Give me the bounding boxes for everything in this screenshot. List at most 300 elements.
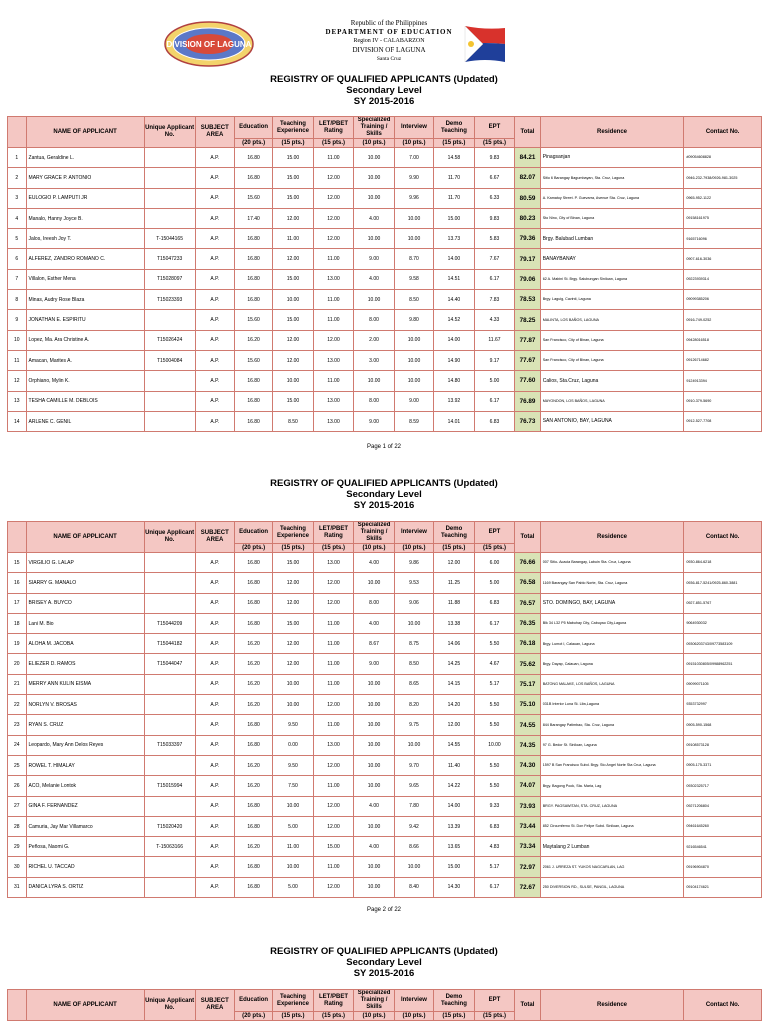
applicant-id: T-15044165	[144, 229, 195, 249]
applicant-name: Villalon, Esther Mena	[26, 269, 144, 289]
subject-area: A.P.	[195, 573, 234, 593]
interview-score: 10.00	[394, 857, 433, 877]
republic-line: Republic of the Philippines	[350, 19, 428, 27]
education-score: 16.20	[234, 755, 272, 775]
let-score: 12.00	[313, 816, 354, 836]
let-score: 11.00	[313, 634, 354, 654]
row-number: 9	[8, 310, 27, 330]
residence: Brgy. Balubad Lumban	[540, 229, 684, 249]
residence: Brgy. Dayap, Calauan, Laguna	[540, 654, 684, 674]
let-score: 12.00	[313, 330, 354, 350]
col-points-ept: (15 pts.)	[474, 139, 515, 148]
ept-score: 6.83	[474, 816, 515, 836]
let-score: 11.00	[313, 674, 354, 694]
training-score: 10.00	[354, 877, 395, 897]
applicant-id	[144, 553, 195, 573]
total-score: 79.06	[515, 269, 540, 289]
demo-score: 11.70	[434, 168, 475, 188]
let-score: 12.00	[313, 695, 354, 715]
residence: MAYONDON, LOS BAÑOS, LAGUNA	[540, 391, 684, 411]
residence: BANAYBANAY	[540, 249, 684, 269]
total-score: 80.23	[515, 208, 540, 228]
row-number: 13	[8, 391, 27, 411]
col-header-education: Education	[234, 990, 272, 1012]
teaching-score: 12.00	[273, 208, 314, 228]
row-number: 28	[8, 816, 27, 836]
residence: Brgy. Lumot I, Calauan, Laguna	[540, 634, 684, 654]
education-score: 16.80	[234, 857, 272, 877]
applicant-id: T15015994	[144, 776, 195, 796]
demo-score: 14.22	[434, 776, 475, 796]
demo-score: 11.40	[434, 755, 475, 775]
applicant-id: T15044182	[144, 634, 195, 654]
training-score: 10.00	[354, 755, 395, 775]
ept-score: 11.67	[474, 330, 515, 350]
let-score: 11.00	[313, 371, 354, 391]
page-footer: Page 2 of 22	[366, 907, 402, 913]
title-line-2: Secondary Level	[346, 957, 422, 968]
training-score: 4.00	[354, 208, 395, 228]
total-score: 75.10	[515, 695, 540, 715]
applicant-name: RYAN S. CRUZ	[26, 715, 144, 735]
applicant-id	[144, 573, 195, 593]
table-row	[8, 310, 762, 330]
interview-score: 9.53	[394, 573, 433, 593]
col-points-interview: (10 pts.)	[394, 544, 433, 553]
contact-number: 09099385206	[684, 290, 762, 310]
table-row	[8, 593, 762, 613]
total-score: 82.07	[515, 168, 540, 188]
training-score: 10.00	[354, 674, 395, 694]
contact-number: 9124913394	[684, 371, 762, 391]
residence: Brgy. Bagong Pook, Sta. Maria, Lag	[540, 776, 684, 796]
title-line-2: Secondary Level	[346, 489, 422, 500]
registry-title	[0, 946, 768, 979]
deped-seal-logo	[163, 20, 255, 68]
col-points-let: (15 pts.)	[313, 139, 354, 148]
title-line-3: SY 2015-2016	[353, 500, 415, 511]
training-score: 8.67	[354, 634, 395, 654]
subject-area: A.P.	[195, 229, 234, 249]
total-score: 77.60	[515, 371, 540, 391]
demo-score: 14.00	[434, 330, 475, 350]
interview-score: 8.50	[394, 290, 433, 310]
residence: Calios, Sta.Cruz, Laguna	[540, 371, 684, 391]
col-header-subject: SUBJECT AREA	[195, 522, 234, 553]
teaching-score: 12.00	[273, 330, 314, 350]
col-header-teaching: Teaching Experience	[273, 522, 314, 544]
demo-score: 14.80	[434, 371, 475, 391]
table-row	[8, 330, 762, 350]
teaching-score: 0.00	[273, 735, 314, 755]
education-score: 16.80	[234, 796, 272, 816]
teaching-score: 9.50	[273, 755, 314, 775]
applicant-id	[144, 371, 195, 391]
col-points-demo: (15 pts.)	[434, 139, 475, 148]
table-row	[8, 755, 762, 775]
applicant-id	[144, 877, 195, 897]
contact-number: 0965-952-1122	[684, 188, 762, 208]
interview-score: 8.66	[394, 837, 433, 857]
subject-area: A.P.	[195, 188, 234, 208]
training-score: 8.00	[354, 391, 395, 411]
teaching-score: 8.50	[273, 411, 314, 431]
interview-score: 10.00	[394, 613, 433, 633]
col-points-demo: (15 pts.)	[434, 544, 475, 553]
residence: Pinagsanjan	[540, 148, 684, 168]
col-header-applicant-no: Unique Applicant No.	[144, 990, 195, 1021]
title-line-2: Secondary Level	[346, 85, 422, 96]
demo-score: 11.70	[434, 188, 475, 208]
let-score: 11.00	[313, 148, 354, 168]
education-score: 16.80	[234, 411, 272, 431]
total-score: 78.53	[515, 290, 540, 310]
applicant-name: GINA F. FERNANDEZ	[26, 796, 144, 816]
philippine-flag-icon	[463, 22, 507, 66]
subject-area: A.P.	[195, 350, 234, 370]
col-header-applicant-no: Unique Applicant No.	[144, 522, 195, 553]
col-header-demo: Demo Teaching	[434, 990, 475, 1012]
table-row	[8, 816, 762, 836]
subject-area: A.P.	[195, 613, 234, 633]
total-score: 73.93	[515, 796, 540, 816]
table-row	[8, 695, 762, 715]
col-header-teaching: Teaching Experience	[273, 117, 314, 139]
training-score: 4.00	[354, 553, 395, 573]
col-points-training: (10 pts.)	[354, 544, 395, 553]
residence: 1169 Barangay San Pablo Norte, Sta. Cruz, Laguna	[540, 573, 684, 593]
residence: A. Kamatoy Street. P. Guevarra, Avenue Sta. Cruz, Laguna	[540, 188, 684, 208]
total-score: 79.36	[515, 229, 540, 249]
contact-number: 09151030805/09988962251	[684, 654, 762, 674]
teaching-score: 10.00	[273, 290, 314, 310]
total-score: 76.66	[515, 553, 540, 573]
demo-score: 13.39	[434, 816, 475, 836]
contact-number: 9165716096	[684, 229, 762, 249]
registry-title	[0, 478, 768, 511]
ept-score: 6.17	[474, 613, 515, 633]
table-row	[8, 857, 762, 877]
interview-score: 8.20	[394, 695, 433, 715]
interview-score: 10.00	[394, 208, 433, 228]
col-header-contact: Contact No.	[684, 990, 762, 1021]
ept-score: 5.17	[474, 857, 515, 877]
demo-score: 15.00	[434, 857, 475, 877]
residence: STO. DOMINGO, BAY, LAGUNA	[540, 593, 684, 613]
applicant-id	[144, 391, 195, 411]
training-score: 10.00	[354, 148, 395, 168]
applicant-name: Lani M. Bio	[26, 613, 144, 633]
teaching-score: 10.00	[273, 857, 314, 877]
ept-score: 6.83	[474, 593, 515, 613]
interview-score: 10.00	[394, 371, 433, 391]
col-points-demo: (15 pts.)	[434, 1012, 475, 1021]
title-line-3: SY 2015-2016	[353, 96, 415, 107]
col-header-name: NAME OF APPLICANT	[26, 990, 144, 1021]
col-points-let: (15 pts.)	[313, 1012, 354, 1021]
residence: 852 Circumferno St. Don Felipe Subd. Siniloan, Laguna	[540, 816, 684, 836]
table-row	[8, 837, 762, 857]
teaching-score: 12.00	[273, 634, 314, 654]
table-row	[8, 168, 762, 188]
subject-area: A.P.	[195, 310, 234, 330]
subject-area: A.P.	[195, 837, 234, 857]
applicant-id: T-15063166	[144, 837, 195, 857]
col-header-let: LET/PBET Rating	[313, 117, 354, 139]
ept-score: 4.33	[474, 310, 515, 330]
ept-score: 6.17	[474, 877, 515, 897]
row-number: 3	[8, 188, 27, 208]
applicant-name: Manalo, Hanny Joyce B.	[26, 208, 144, 228]
applicant-name: SIARRY G. MANALO	[26, 573, 144, 593]
row-number: 23	[8, 715, 27, 735]
ept-score: 6.83	[474, 411, 515, 431]
applicant-id	[144, 755, 195, 775]
subject-area: A.P.	[195, 593, 234, 613]
total-score: 75.17	[515, 674, 540, 694]
interview-score: 9.96	[394, 188, 433, 208]
training-score: 4.00	[354, 269, 395, 289]
applicant-id: T15004084	[144, 350, 195, 370]
let-score: 13.00	[313, 391, 354, 411]
demo-score: 14.58	[434, 148, 475, 168]
education-score: 16.80	[234, 573, 272, 593]
total-score: 76.89	[515, 391, 540, 411]
ept-score: 9.33	[474, 796, 515, 816]
table-row	[8, 290, 762, 310]
contact-number: 09196904870	[684, 857, 762, 877]
residence: San Francisco, City of Binan, Laguna	[540, 330, 684, 350]
contact-number: 0912-527-7708	[684, 411, 762, 431]
subject-area: A.P.	[195, 776, 234, 796]
row-number: 21	[8, 674, 27, 694]
subject-area: A.P.	[195, 634, 234, 654]
interview-score: 9.70	[394, 755, 433, 775]
city-line: Santa Cruz	[376, 56, 402, 62]
subject-area: A.P.	[195, 816, 234, 836]
row-number: 12	[8, 371, 27, 391]
applicant-id	[144, 148, 195, 168]
interview-score: 9.00	[394, 391, 433, 411]
training-score: 10.00	[354, 735, 395, 755]
applicant-id: T15033397	[144, 735, 195, 755]
row-number: 4	[8, 208, 27, 228]
education-score: 16.80	[234, 816, 272, 836]
subject-area: A.P.	[195, 674, 234, 694]
let-score: 12.00	[313, 593, 354, 613]
applicant-id: T15047233	[144, 249, 195, 269]
col-header-subject: SUBJECT AREA	[195, 117, 234, 148]
total-score: 76.58	[515, 573, 540, 593]
residence: 031B Interior Luna St. Lilw,Laguna	[540, 695, 684, 715]
teaching-score: 7.50	[273, 776, 314, 796]
let-score: 11.00	[313, 290, 354, 310]
residence: MALINTA, LOS BAÑOS, LAGUNA	[540, 310, 684, 330]
education-score: 16.80	[234, 229, 272, 249]
demo-score: 14.52	[434, 310, 475, 330]
contact-number: 09104174621	[684, 877, 762, 897]
applicant-id: T15026424	[144, 330, 195, 350]
ept-score: 4.67	[474, 654, 515, 674]
teaching-score: 12.00	[273, 573, 314, 593]
col-header-total: Total	[515, 990, 540, 1021]
training-score: 10.00	[354, 715, 395, 735]
applicant-name: Jalos, Ireesh Joy T.	[26, 229, 144, 249]
applicant-name: RICHEL U. TACCAD	[26, 857, 144, 877]
col-header-ept: EPT	[474, 522, 515, 544]
contact-number: 0916-749-0252	[684, 310, 762, 330]
total-score: 78.25	[515, 310, 540, 330]
col-header-residence: Residence	[540, 117, 684, 148]
let-score: 13.00	[313, 411, 354, 431]
teaching-score: 15.00	[273, 148, 314, 168]
applicant-name: Camuria, Jay Mar Villamarco	[26, 816, 144, 836]
education-score: 16.80	[234, 593, 272, 613]
education-score: 15.60	[234, 350, 272, 370]
applicant-id: T15028097	[144, 269, 195, 289]
demo-score: 14.01	[434, 411, 475, 431]
col-points-training: (10 pts.)	[354, 139, 395, 148]
let-score: 12.00	[313, 877, 354, 897]
col-header-education: Education	[234, 522, 272, 544]
contact-number: 0910-379-5690	[684, 391, 762, 411]
training-score: 10.00	[354, 371, 395, 391]
training-score: 10.00	[354, 188, 395, 208]
let-score: 12.00	[313, 168, 354, 188]
teaching-score: 10.00	[273, 695, 314, 715]
training-score: 10.00	[354, 290, 395, 310]
contact-number: 0930-864-6218	[684, 553, 762, 573]
col-points-teaching: (15 pts.)	[273, 1012, 314, 1021]
row-number: 2	[8, 168, 27, 188]
education-score: 16.80	[234, 269, 272, 289]
training-score: 10.00	[354, 573, 395, 593]
total-score: 77.87	[515, 330, 540, 350]
applicant-name: MARY GRACE P. ANTONIO	[26, 168, 144, 188]
table-row	[8, 634, 762, 654]
applicants-table	[7, 521, 762, 898]
col-header-ept: EPT	[474, 117, 515, 139]
teaching-score: 15.00	[273, 391, 314, 411]
let-score: 11.00	[313, 715, 354, 735]
ept-score: 5.50	[474, 755, 515, 775]
interview-score: 8.70	[394, 249, 433, 269]
ept-score: 4.83	[474, 837, 515, 857]
applicant-id: T15020420	[144, 816, 195, 836]
teaching-score: 11.00	[273, 229, 314, 249]
training-score: 8.00	[354, 310, 395, 330]
contact-number: 09428016518	[684, 330, 762, 350]
subject-area: A.P.	[195, 553, 234, 573]
row-number: 29	[8, 837, 27, 857]
interview-score: 8.75	[394, 634, 433, 654]
residence: Sto Nino, City of Binan, Laguna	[540, 208, 684, 228]
demo-score: 14.25	[434, 654, 475, 674]
interview-score: 8.59	[394, 411, 433, 431]
col-header-applicant-no: Unique Applicant No.	[144, 117, 195, 148]
row-number: 18	[8, 613, 27, 633]
applicant-id	[144, 208, 195, 228]
subject-area: A.P.	[195, 796, 234, 816]
interview-score: 10.00	[394, 229, 433, 249]
col-header-let: LET/PBET Rating	[313, 990, 354, 1012]
demo-score: 13.73	[434, 229, 475, 249]
education-score: 16.20	[234, 330, 272, 350]
interview-score: 10.00	[394, 735, 433, 755]
training-score: 10.00	[354, 857, 395, 877]
col-header-number	[8, 522, 27, 553]
row-number: 25	[8, 755, 27, 775]
let-score: 12.00	[313, 229, 354, 249]
title-line-3: SY 2015-2016	[353, 968, 415, 979]
applicant-name: Leopardo, Mary Ann Delos Reyes	[26, 735, 144, 755]
total-score: 75.62	[515, 654, 540, 674]
col-header-residence: Residence	[540, 990, 684, 1021]
education-score: 16.80	[234, 290, 272, 310]
subject-area: A.P.	[195, 269, 234, 289]
training-score: 10.00	[354, 695, 395, 715]
total-score: 73.44	[515, 816, 540, 836]
table-row	[8, 188, 762, 208]
division-line: DIVISION OF LAGUNA	[352, 46, 426, 54]
let-score: 12.00	[313, 573, 354, 593]
contact-number: 0946-232-7938/0926-981-3025	[684, 168, 762, 188]
applicant-name: ARLENE C. GENIL	[26, 411, 144, 431]
applicant-name: EULOGIO P. LAMPUTI JR	[26, 188, 144, 208]
col-header-total: Total	[515, 522, 540, 553]
demo-score: 13.65	[434, 837, 475, 857]
row-number: 31	[8, 877, 27, 897]
total-score: 80.59	[515, 188, 540, 208]
applicant-name: ELIEZER D. RAMOS	[26, 654, 144, 674]
contact-number: 09302325717	[684, 776, 762, 796]
ept-score: 9.83	[474, 208, 515, 228]
total-score: 76.57	[515, 593, 540, 613]
ept-score: 5.00	[474, 573, 515, 593]
training-score: 4.00	[354, 837, 395, 857]
demo-score: 11.25	[434, 573, 475, 593]
applicant-id	[144, 715, 195, 735]
col-points-interview: (10 pts.)	[394, 1012, 433, 1021]
teaching-score: 9.50	[273, 715, 314, 735]
applicant-name: Zantua, Geraldine L.	[26, 148, 144, 168]
row-number: 17	[8, 593, 27, 613]
interview-score: 9.90	[394, 168, 433, 188]
education-score: 16.80	[234, 715, 272, 735]
col-header-interview: Interview	[394, 990, 433, 1012]
let-score: 12.00	[313, 188, 354, 208]
table-row	[8, 654, 762, 674]
education-score: 16.20	[234, 674, 272, 694]
table-row	[8, 553, 762, 573]
residence: Maytalang 2 Lumban	[540, 837, 684, 857]
let-score: 12.00	[313, 755, 354, 775]
total-score: 74.30	[515, 755, 540, 775]
total-score: 72.97	[515, 857, 540, 877]
teaching-score: 15.00	[273, 310, 314, 330]
interview-score: 9.80	[394, 310, 433, 330]
contact-number: 9064930032	[684, 613, 762, 633]
total-score: 73.34	[515, 837, 540, 857]
total-score: 77.67	[515, 350, 540, 370]
col-header-training: Specialized Training / Skills	[354, 522, 395, 544]
col-header-contact: Contact No.	[684, 117, 762, 148]
applicant-name: TESHA CAMILLE M. DEBLOIS	[26, 391, 144, 411]
subject-area: A.P.	[195, 735, 234, 755]
ept-score: 6.67	[474, 168, 515, 188]
table-row	[8, 877, 762, 897]
residence: Blk 34 L32 P5 Mabuhay City, Cabuyao City,Laguna	[540, 613, 684, 633]
